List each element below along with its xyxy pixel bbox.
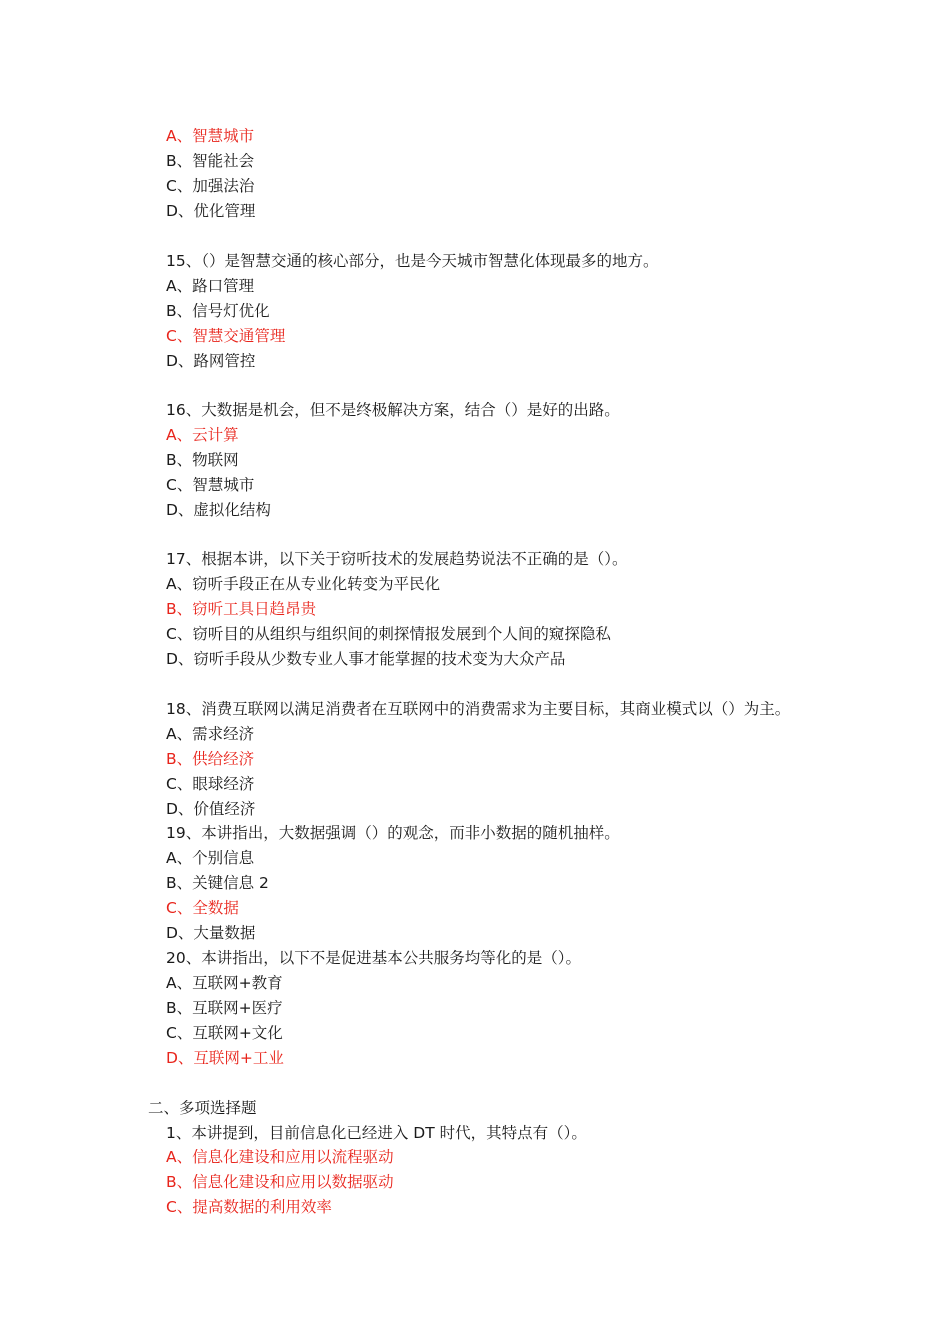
question-line: 17、根据本讲，以下关于窃听技术的发展趋势说法不正确的是（）。	[166, 550, 628, 568]
option-line: D、大量数据	[166, 924, 256, 942]
question-line: 19、本讲指出，大数据强调（）的观念，而非小数据的随机抽样。	[166, 824, 620, 842]
option-line: C、智慧城市	[166, 476, 255, 494]
option-line: C、提高数据的利用效率	[166, 1198, 332, 1216]
option-line: D、价值经济	[166, 800, 256, 818]
option-line: D、窃听手段从少数专业人事才能掌握的技术变为大众产品	[166, 650, 566, 668]
option-line: D、路网管控	[166, 352, 256, 370]
option-line: B、信号灯优化	[166, 302, 270, 320]
option-line: C、智慧交通管理	[166, 327, 286, 345]
question-line: 1、本讲提到，目前信息化已经进入 DT 时代，其特点有（）。	[166, 1124, 587, 1142]
option-line: D、互联网+工业	[166, 1049, 284, 1067]
option-line: A、个别信息	[166, 849, 255, 867]
option-line: C、全数据	[166, 899, 239, 917]
section-heading: 二、多项选择题	[148, 1099, 257, 1117]
option-line: B、智能社会	[166, 152, 255, 170]
question-line: 20、本讲指出，以下不是促进基本公共服务均等化的是（）。	[166, 949, 581, 967]
option-line: A、路口管理	[166, 277, 255, 295]
option-line: D、优化管理	[166, 202, 256, 220]
option-line: B、窃听工具日趋昂贵	[166, 600, 317, 618]
option-line: C、眼球经济	[166, 775, 255, 793]
option-line: C、互联网+文化	[166, 1024, 283, 1042]
option-line: A、需求经济	[166, 725, 255, 743]
option-line: B、物联网	[166, 451, 239, 469]
question-line: 15、（）是智慧交通的核心部分，也是今天城市智慧化体现最多的地方。	[166, 252, 659, 270]
option-line: B、关键信息 2	[166, 874, 269, 892]
option-line: C、窃听目的从组织与组织间的刺探情报发展到个人间的窥探隐私	[166, 625, 611, 643]
question-line: 16、大数据是机会，但不是终极解决方案，结合（）是好的出路。	[166, 401, 620, 419]
option-line: B、供给经济	[166, 750, 255, 768]
option-line: A、信息化建设和应用以流程驱动	[166, 1148, 394, 1166]
option-line: C、加强法治	[166, 177, 255, 195]
option-line: A、窃听手段正在从专业化转变为平民化	[166, 575, 441, 593]
option-line: A、智慧城市	[166, 127, 255, 145]
option-line: D、虚拟化结构	[166, 501, 271, 519]
question-line: 18、消费互联网以满足消费者在互联网中的消费需求为主要目标，其商业模式以（）为主。	[166, 700, 791, 718]
option-line: B、信息化建设和应用以数据驱动	[166, 1173, 394, 1191]
option-line: A、互联网+教育	[166, 974, 283, 992]
option-line: A、云计算	[166, 426, 239, 444]
option-line: B、互联网+医疗	[166, 999, 283, 1017]
